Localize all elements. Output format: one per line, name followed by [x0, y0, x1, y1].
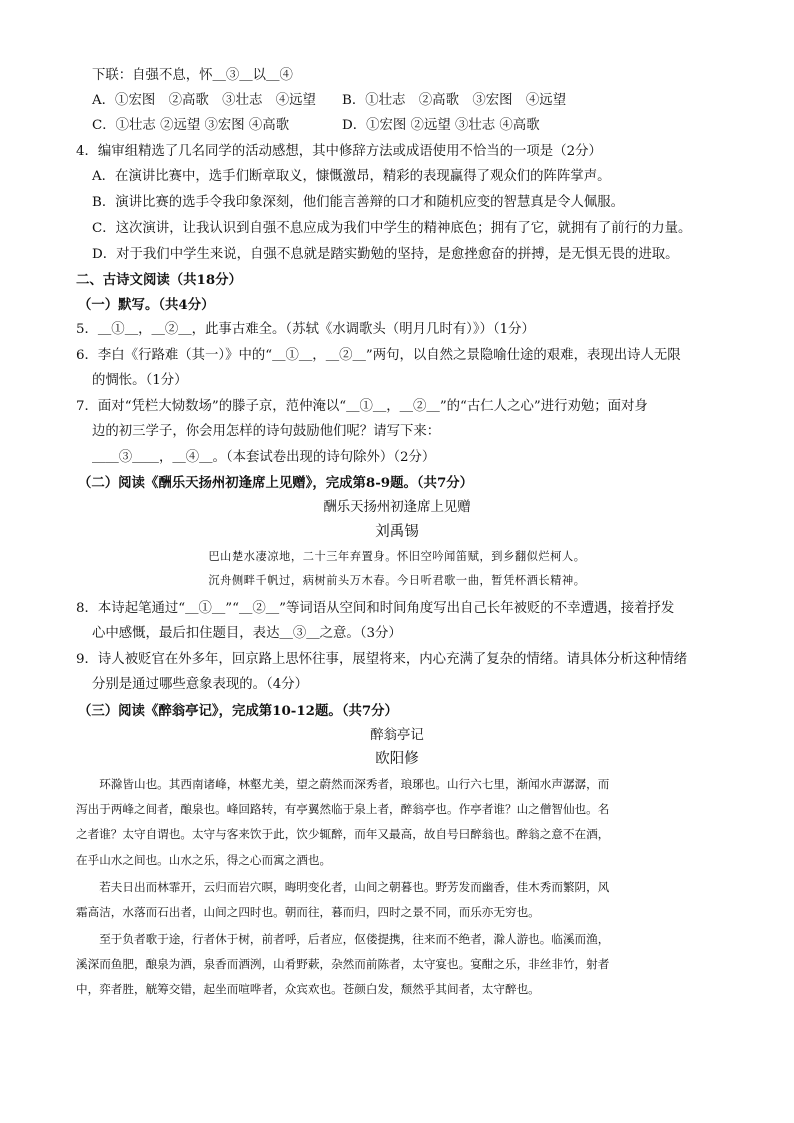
q3-option-d: D．①宏图 ②远望 ③壮志 ④高歌 [342, 118, 540, 133]
essay-p2-line2: 霜高洁，水落而石出者，山间之四时也。朝而往，暮而归，四时之景不同，而乐亦无穷也。 [76, 905, 540, 919]
essay-p3-line1: 至于负者歌于途，行者休于树，前者呼，后者应，伛偻提携，往来而不绝者，滁人游也。临溪而渔， [76, 932, 610, 946]
section-heading: 二、古诗文阅读（共18分） [76, 272, 242, 288]
essay-p1-line4: 在乎山水之间也。山水之乐，得之心而寓之酒也。 [76, 853, 332, 867]
q8-line1: 8．本诗起笔通过“＿①＿”“＿②＿”等词语从空间和时间角度写出自己长年被贬的不幸遭遇，接着抒发 [76, 601, 675, 616]
q9-line1: 9．诗人被贬官在外多年，回京路上思怀往事，展望将来，内心充满了复杂的情绪。请具体分析这种情绪 [76, 652, 688, 667]
essay-author: 欧阳修 [375, 751, 419, 767]
q6-line2: 的惆怅。（1分） [92, 373, 188, 388]
poem-author: 刘禹锡 [375, 524, 419, 540]
q3-option-c: C．①壮志 ②远望 ③宏图 ④高歌 [92, 118, 290, 133]
q4-option-d: D．对于我们中学生来说，自强不息就是踏实勤勉的坚持，是愈挫愈奋的拼搏，是无惧无畏的进取。 [92, 247, 679, 262]
essay-title: 醉翁亭记 [370, 728, 424, 743]
q5: 5．＿①＿，＿②＿，此事古难全。（苏轼《水调歌头（明月几时有）》）（1分） [76, 322, 535, 337]
essay-p3-line3: 中，弈者胜，觥筹交错，起坐而喧哗者，众宾欢也。苍颜白发，颓然乎其间者，太守醉也。 [76, 982, 540, 996]
q7-line3: ＿＿③＿＿，＿④＿。（本套试卷出现的诗句除外）（2分） [92, 450, 436, 465]
q3-option-b: B．①壮志 ②高歌 ③宏图 ④远望 [342, 93, 567, 108]
q3-option-a: A．①宏图 ②高歌 ③壮志 ④远望 [92, 93, 316, 108]
q4-option-b: B．演讲比赛的选手令我印象深刻，他们能言善辩的口才和随机应变的智慧真是令人佩服。 [92, 195, 625, 210]
essay-p1-line1: 环滁皆山也。其西南诸峰，林壑尤美，望之蔚然而深秀者，琅琊也。山行六七里，渐闻水声潺潺，而 [76, 777, 610, 791]
q3-lower-couplet: 下联：自强不息，怀＿③＿以＿④ [92, 68, 293, 83]
essay-p1-line2: 泻出于两峰之间者，酿泉也。峰回路转，有亭翼然临于泉上者，醉翁亭也。作亭者谁？山之僧智仙也。名 [76, 802, 610, 816]
poem-line-2: 沉舟侧畔千帆过，病树前头万木春。今日听君歌一曲，暂凭杯酒长精神。 [208, 574, 586, 587]
part1-heading: （一）默写。（共4分） [78, 297, 215, 313]
part3-heading: （三）阅读《醉翁亭记》，完成第10-12题。（共7分） [78, 703, 398, 719]
q7-line2: 边的初三学子，你会用怎样的诗句鼓励他们呢？请写下来： [92, 424, 441, 439]
q4-option-a: A．在演讲比赛中，选手们断章取义，慷慨激昂，精彩的表现赢得了观众们的阵阵掌声。 [92, 169, 611, 184]
q4-option-c: C．这次演讲，让我认识到自强不息应成为我们中学生的精神底色；拥有了它，就拥有了前行的力量。 [92, 221, 692, 236]
essay-p1-line3: 之者谁？太守自谓也。太守与客来饮于此，饮少辄醉，而年又最高，故自号曰醉翁也。醉翁之意不在酒， [76, 827, 610, 841]
essay-p3-line2: 溪深而鱼肥，酿泉为酒，泉香而酒洌，山肴野蔌，杂然而前陈者，太守宴也。宴酣之乐，非丝非竹，射者 [76, 957, 610, 971]
q8-line2: 心中感慨，最后扣住题目，表达＿③＿之意。（3分） [92, 626, 402, 641]
q7-line1: 7．面对“凭栏大恸数场”的滕子京，范仲淹以“＿①＿，＿②＿”的“古仁人之心”进行劝勉；面对身 [76, 399, 648, 414]
essay-p2-line1: 若夫日出而林霏开，云归而岩穴暝，晦明变化者，山间之朝暮也。野芳发而幽香，佳木秀而繁阴，风 [76, 880, 610, 894]
part2-heading: （二）阅读《酬乐天扬州初逢席上见赠》，完成第8-9题。（共7分） [78, 475, 474, 491]
q4-stem: 4．编审组精选了几名同学的活动感想，其中修辞方法或成语使用不恰当的一项是（2分） [76, 144, 602, 159]
q6-line1: 6．李白《行路难（其一）》中的“＿①＿，＿②＿”两句，以自然之景隐喻仕途的艰难，表现出诗人无限 [76, 348, 681, 363]
poem-title: 酬乐天扬州初逢席上见赠 [323, 500, 471, 515]
q9-line2: 分别是通过哪些意象表现的。（4分） [92, 677, 309, 692]
poem-line-1: 巴山楚水凄凉地，二十三年弃置身。怀旧空吟闻笛赋，到乡翻似烂柯人。 [208, 550, 586, 563]
